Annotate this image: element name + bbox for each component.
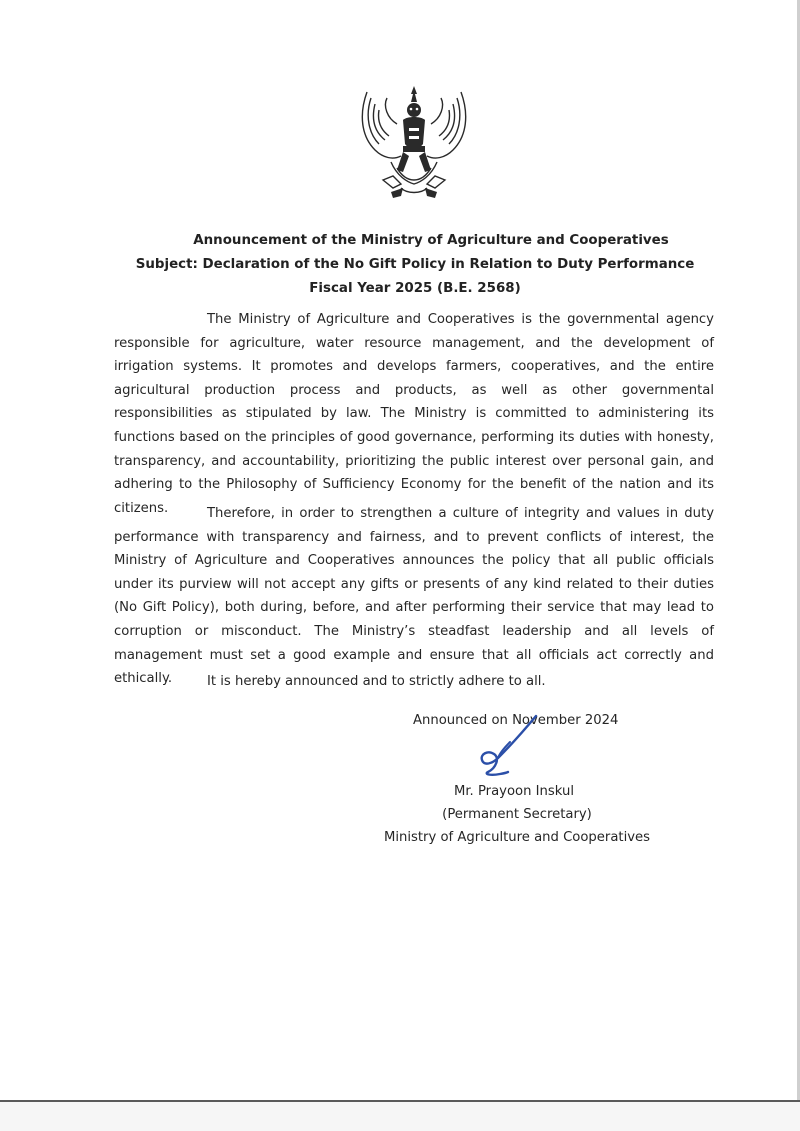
body-paragraph-1: The Ministry of Agriculture and Cooperatives is the governmental agency responsible for agriculture, water resource management, and the development of irrigation systems. It promotes and develops farmers, cooperatives, and the entire agricultural production process and products, as well as other governmental responsibilities as stipulated by law. The Ministry is committed to administering its functions based on the principles of good governance, performing its duties with honesty, transparency, and accountability, prioritizing the public interest over personal gain, and adhering to the Philosophy of Sufficiency Economy for the benefit of the nation and its citizens. (114, 312, 714, 516)
announcement-title: Announcement of the Ministry of Agriculture and Cooperatives (193, 233, 669, 248)
signer-name: Mr. Prayoon Inskul (453, 784, 575, 799)
body-paragraph-2: Therefore, in order to strengthen a culture of integrity and values in duty performance with transparency and fairness, and to prevent conflicts of interest, the Ministry of Agriculture and Cooperatives announces the policy that all public officials under its purview will not accept any gifts or presents of any kind related to their duties (No Gift Policy), both during, before, and after performing their service that may lead to corruption or misconduct. The Ministry’s steadfast leadership and all levels of management must set a good example and ensure that all officials act correctly and ethically. (114, 506, 714, 687)
announcement-subject: Subject: Declaration of the No Gift Policy in Relation to Duty Performance (135, 257, 695, 272)
garuda-emblem-icon (357, 84, 471, 202)
signer-title: (Permanent Secretary) (442, 807, 592, 822)
scan-bottom-margin (0, 1102, 800, 1131)
body-paragraph-3: It is hereby announced and to strictly adhere to all. (207, 674, 546, 689)
announcement-date: Announced on November 2024 (413, 713, 619, 728)
handwritten-signature-icon (470, 712, 540, 782)
announcement-fiscal-year: Fiscal Year 2025 (B.E. 2568) (309, 281, 521, 296)
signer-organization: Ministry of Agriculture and Cooperatives (383, 830, 651, 845)
